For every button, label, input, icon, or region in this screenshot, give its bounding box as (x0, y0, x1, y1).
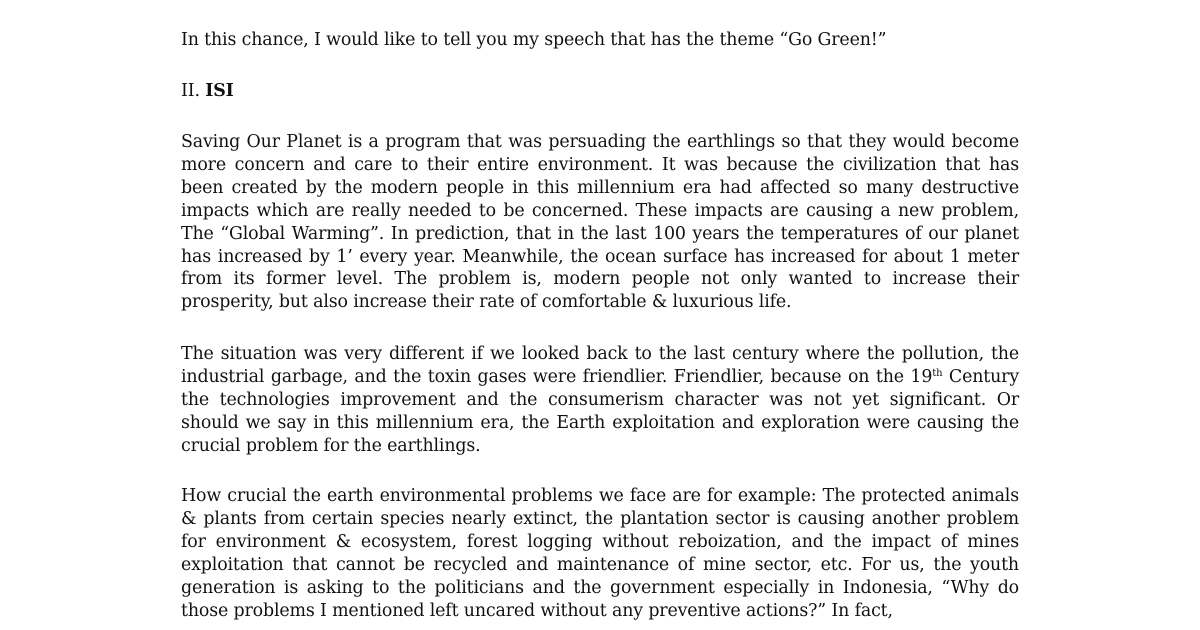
paragraph-text: Century the technologies improvement and the consumerism character was not yet significant. Or should we say in this millennium era, the Earth exploitation and exploration were causing the crucial problem for the earthlings. (181, 366, 1019, 456)
intro-line: In this chance, I would like to tell you my speech that has the theme “Go Green!” (181, 30, 887, 50)
paragraph-text: The situation was very different if we looked back to the last century where the pollution, the industrial garbage, and the toxin gases were friendlier. Friendlier, because on the 19 (181, 344, 1019, 387)
paragraph-environmental-problems: How crucial the earth environmental problems we face are for example: The protected animals & plants from certain species nearly extinct, the plantation sector is causing another problem for environment & ecosystem, forest logging without reboization, and the impact of mines exploitation that cannot be recycled and maintenance of mine sector, etc. For us, the youth generation is asking to the politicians and the government especially in Indonesia, “Why do those problems I mentioned left uncared without any preventive actions?” In fact, (181, 486, 1019, 621)
section-number: II. (181, 81, 200, 101)
paragraph-last-century (181, 343, 1019, 458)
ordinal-superscript: th (932, 367, 943, 379)
section-heading (181, 80, 1019, 103)
paragraph-saving-our-planet: Saving Our Planet is a program that was persuading the earthlings so that they would become more concern and care to their entire environment. It was because the civilization that has been created by the modern people in this millennium era had affected so many destructive impacts which are really needed to be concerned. These impacts are causing a new problem, The “Global Warming”. In prediction, that in the last 100 years the temperatures of our planet has increased by 1’ every year. Meanwhile, the ocean surface has increased for about 1 meter from its former level. The problem is, modern people not only wanted to increase their prosperity, but also increase their rate of comfortable & luxurious life. (181, 132, 1019, 313)
section-title: ISI (205, 81, 234, 101)
